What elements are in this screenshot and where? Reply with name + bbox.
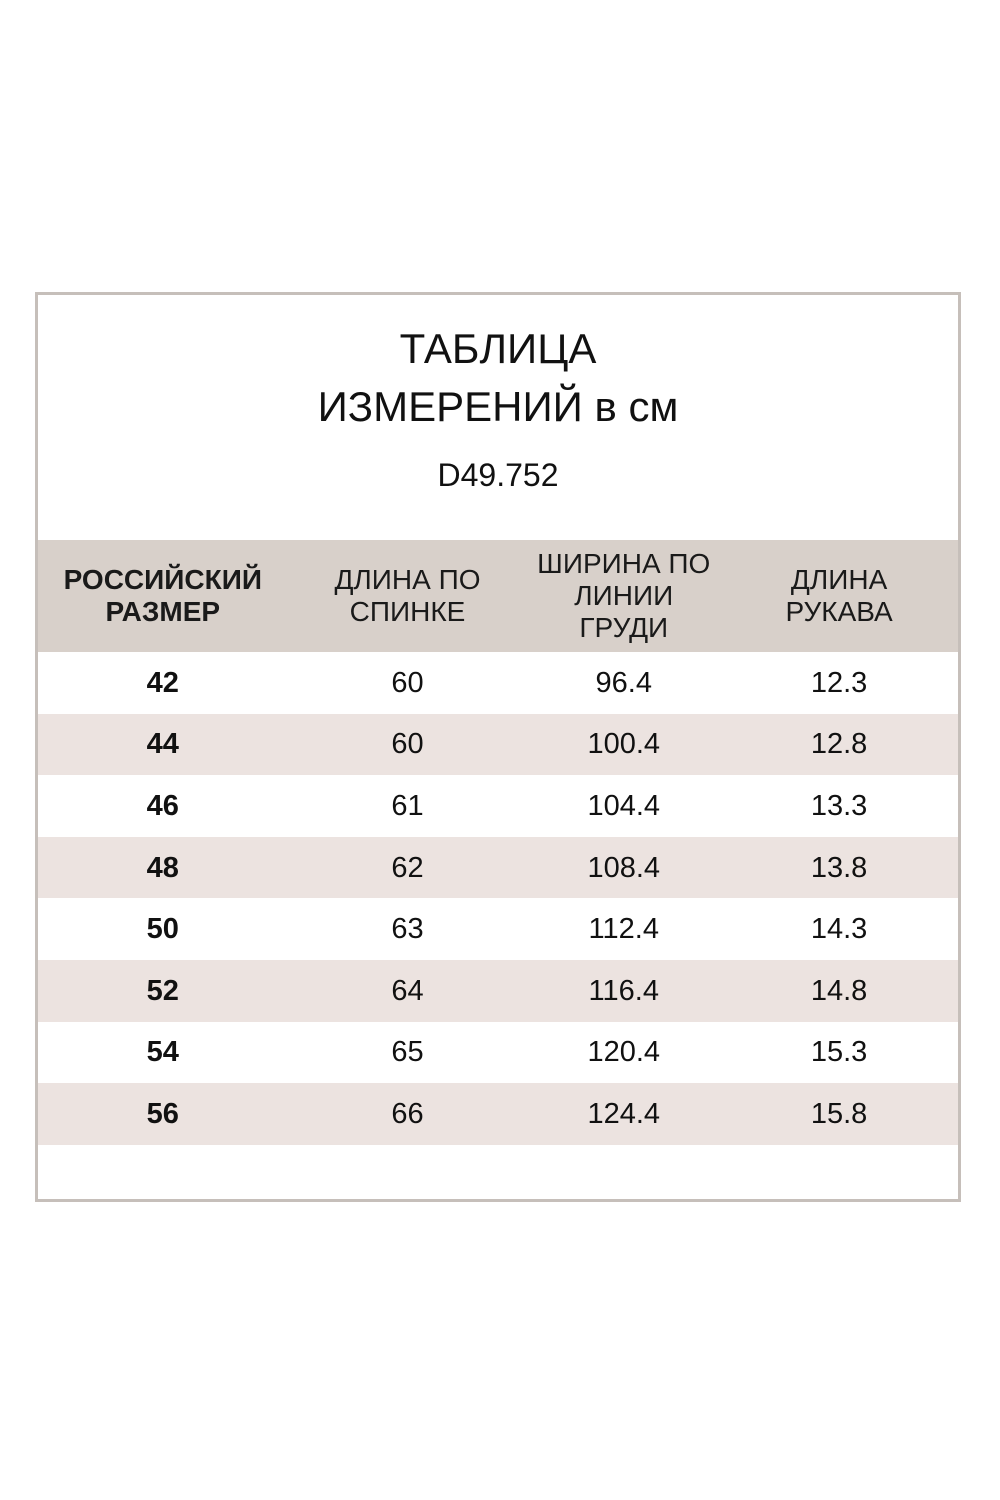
cell-size: 56 [146, 1097, 179, 1130]
table-body [38, 652, 958, 1145]
cell-back-length: 64 [391, 974, 424, 1007]
cell-size: 42 [146, 666, 179, 699]
cell-chest-width: 116.4 [588, 974, 659, 1007]
table-row [38, 1022, 958, 1084]
cell-sleeve-length: 15.8 [810, 1097, 868, 1130]
table-row [38, 898, 958, 960]
cell-chest-width: 100.4 [587, 728, 661, 761]
cell-back-length: 61 [391, 789, 424, 822]
table-header [38, 540, 958, 652]
cell-size: 48 [146, 851, 179, 884]
cell-sleeve-length: 14.8 [810, 974, 868, 1007]
cell-sleeve-length: 13.8 [810, 851, 868, 884]
cell-sleeve-length: 13.3 [810, 789, 868, 822]
size-table [38, 540, 958, 1145]
title-line-1: ТАБЛИЦА [399, 325, 597, 372]
header-size: РОССИЙСКИЙ РАЗМЕР [63, 564, 262, 627]
cell-size: 44 [146, 728, 179, 761]
cell-chest-width: 112.4 [588, 913, 659, 946]
cell-sleeve-length: 15.3 [810, 1036, 868, 1069]
cell-chest-width: 124.4 [587, 1097, 661, 1130]
cell-size: 46 [146, 789, 179, 822]
product-code: D49.752 [437, 457, 559, 493]
table-row [38, 960, 958, 1022]
cell-size: 50 [146, 913, 179, 946]
cell-back-length: 62 [391, 851, 424, 884]
title-line-2: ИЗМЕРЕНИЙ в см [317, 383, 679, 430]
table-row [38, 714, 958, 776]
header-back-length: ДЛИНА ПО СПИНКЕ [334, 564, 481, 627]
measurement-card [35, 292, 961, 1202]
table-row [38, 1083, 958, 1145]
table-row [38, 652, 958, 714]
cell-size: 52 [146, 974, 179, 1007]
cell-sleeve-length: 14.3 [810, 913, 868, 946]
header-chest-width: ШИРИНА ПО ЛИНИИ ГРУДИ [537, 548, 711, 643]
header-sleeve-length: ДЛИНА РУКАВА [785, 564, 893, 627]
cell-chest-width: 104.4 [587, 789, 661, 822]
cell-sleeve-length: 12.3 [810, 666, 868, 699]
table-row [38, 837, 958, 899]
cell-back-length: 60 [391, 666, 424, 699]
cell-back-length: 66 [391, 1097, 424, 1130]
cell-sleeve-length: 12.8 [810, 728, 868, 761]
cell-chest-width: 108.4 [587, 851, 661, 884]
cell-back-length: 65 [391, 1036, 424, 1069]
cell-chest-width: 96.4 [595, 666, 652, 699]
cell-size: 54 [146, 1036, 179, 1069]
cell-back-length: 63 [391, 913, 424, 946]
cell-chest-width: 120.4 [587, 1036, 661, 1069]
cell-back-length: 60 [391, 728, 424, 761]
table-row [38, 775, 958, 837]
